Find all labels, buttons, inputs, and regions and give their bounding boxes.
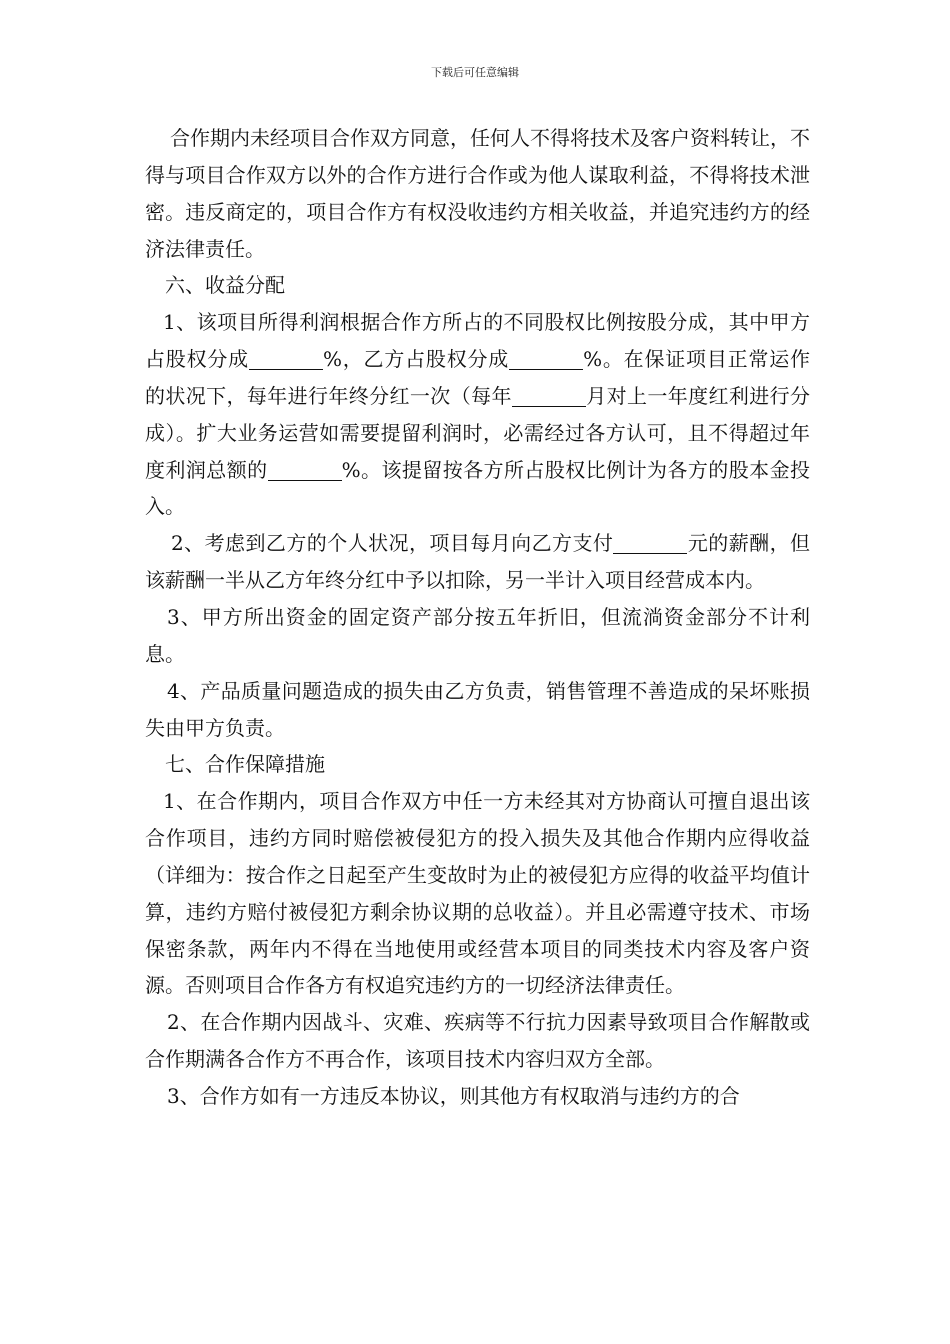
- clause-6-3: 3、甲方所出资金的固定资产部分按五年折旧，但流淌资金部分不计利息。: [145, 604, 810, 666]
- blank-retention-percent[interactable]: [268, 458, 342, 481]
- clause-6-1-text-b: %，乙方占股权分成: [322, 347, 510, 372]
- clause-7-2: 2、在合作期内因战斗、灾难、疾病等不行抗力因素导致项目合作解散或合作期满各合作方不再合作，该项目技术内容归双方全部。: [145, 1010, 810, 1072]
- document-body: [145, 120, 810, 1115]
- clause-6-1-text-c: %。在保证项目正常运作的状况下，每年进行年终分红一次（每年: [145, 347, 810, 408]
- blank-party-a-share[interactable]: [249, 347, 323, 370]
- clause-6-1-text-d: 月对上一年度红利进行分成）。扩大业务运营如需要提留利润时，必需经过各方认可，且不得超过年度利润总额的: [145, 383, 811, 482]
- section-heading-profit-distribution: 六、收益分配: [165, 273, 285, 298]
- clause-6-2-text-a: 2、考虑到乙方的个人状况，项目每月向乙方支付: [171, 531, 614, 556]
- section-heading-cooperation-safeguards: 七、合作保障措施: [165, 752, 325, 777]
- clause-6-1-text-e: %。该提留按各方所占股权比例计为各方的股本金投入。: [145, 457, 810, 519]
- clause-6-1-text-a: 1、该项目所得利润根据合作方所占的不同股权比例按股分成，其中甲方占股权分成: [145, 310, 810, 372]
- clause-6-1: [145, 304, 810, 525]
- blank-dividend-month[interactable]: [512, 384, 586, 407]
- blank-monthly-salary[interactable]: [613, 531, 687, 554]
- clause-7-3: 3、合作方如有一方违反本协议，则其他方有权取消与违约方的合: [167, 1083, 740, 1108]
- paragraph-confidentiality: 合作期内未经项目合作双方同意，任何人不得将技术及客户资料转让，不得与项目合作双方以外的合作方进行合作或为他人谋取利益，不得将技术泄密。违反商定的，项目合作方有权没收违约方相关收益，并追究违约方的经济法律责任。: [145, 126, 810, 261]
- clause-6-4: 4、产品质量问题造成的损失由乙方负责，销售管理不善造成的呆坏账损失由甲方负责。: [145, 678, 810, 740]
- clause-6-2: [145, 525, 810, 599]
- blank-party-b-share[interactable]: [509, 347, 583, 370]
- clause-7-1: 1、在合作期内，项目合作双方中任一方未经其对方协商认可擅自退出该合作项目，违约方同时赔偿被侵犯方的投入损失及其他合作期内应得收益（详细为：按合作之日起至产生变故时为止的被侵犯方应得的收益平均值计算，违约方赔付被侵犯方剩余协议期的总收益）。并且必需遵守技术、市场保密条款，两年内不得在当地使用或经营本项目的同类技术内容及客户资源。否则项目合作各方有权追究违约方的一切经济法律责任。: [145, 789, 810, 998]
- clause-6-2-text-b: 元的薪酬，但该薪酬一半从乙方年终分红中予以扣除，另一半计入项目经营成本内。: [145, 531, 811, 593]
- page-header: 下载后可任意编辑: [431, 66, 519, 79]
